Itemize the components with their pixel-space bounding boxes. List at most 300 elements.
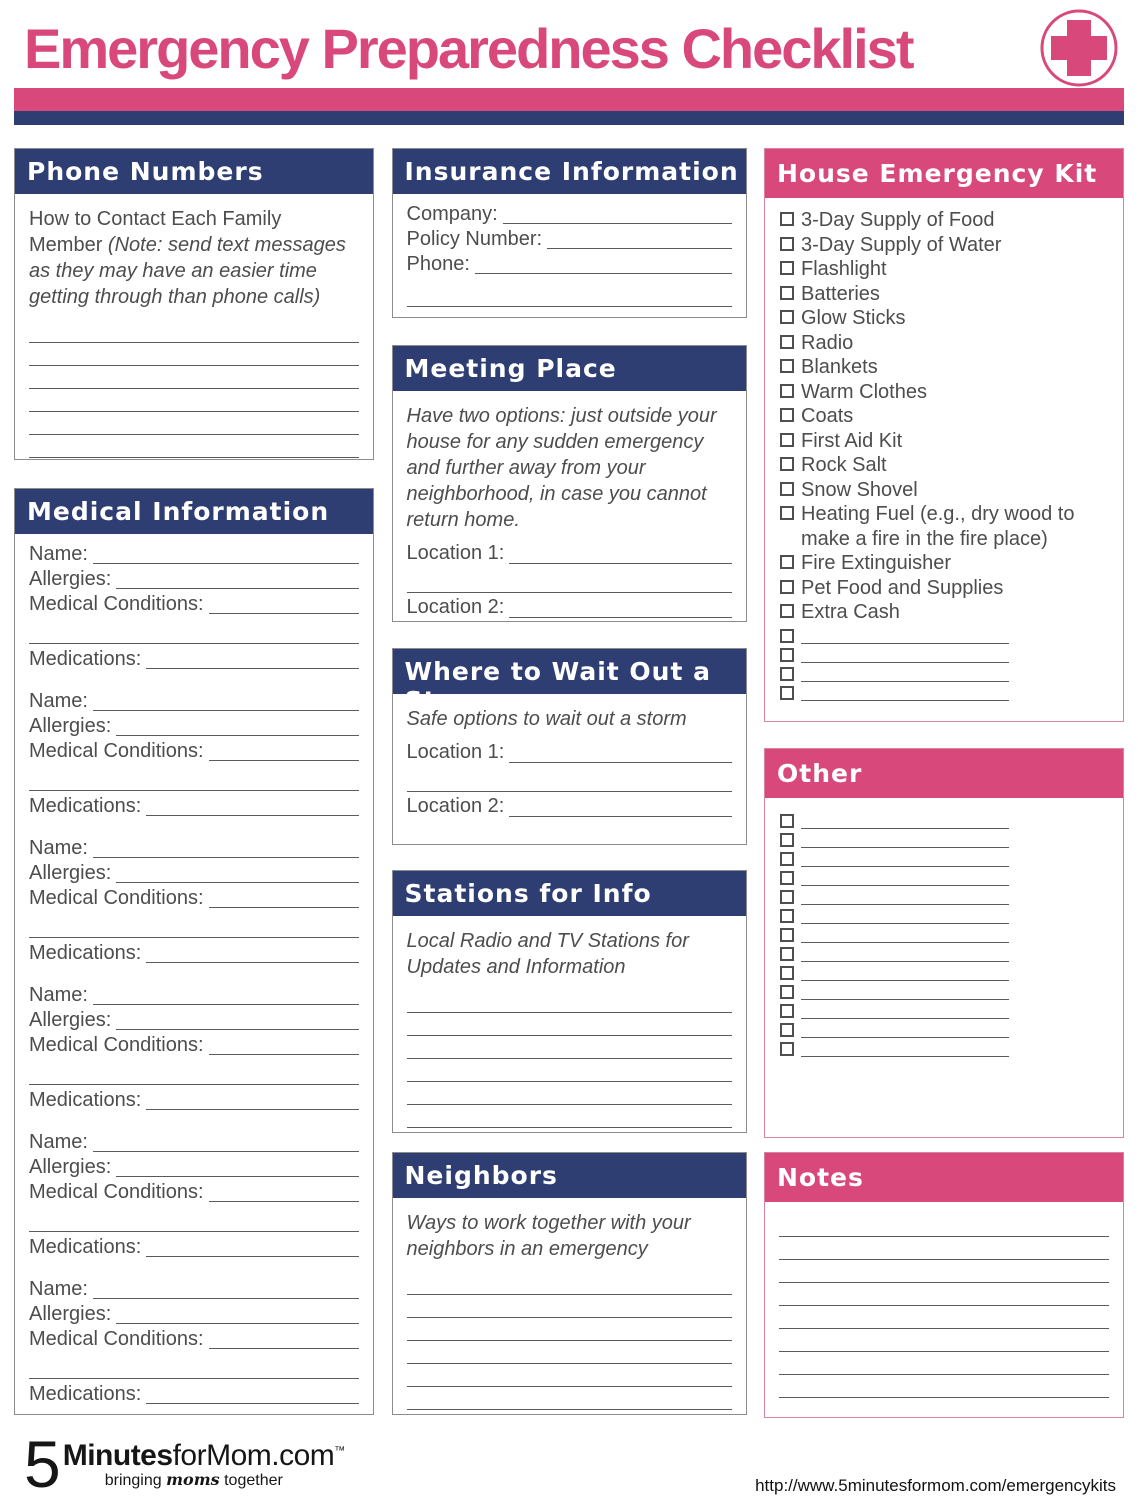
write-in-lines [765,1202,1123,1398]
masthead [0,0,1138,88]
write-in-line[interactable] [509,792,731,817]
section-title: Neighbors [404,1161,558,1190]
write-in-line[interactable] [146,1382,359,1404]
medical-entry-block [29,836,359,966]
write-in-line[interactable] [407,1318,732,1341]
blank-checklist-item [779,663,1109,682]
field-label: Medications: [29,942,142,964]
intro-text: How to Contact Each Family Member [29,208,282,256]
write-in-lines [29,320,359,458]
blank-checklist-item [779,905,1109,924]
kit-checklist-item [779,282,1109,307]
kit-checklist-item [779,404,1109,429]
checkbox[interactable] [780,871,794,885]
blank-checklist-item [779,682,1109,701]
write-in-line[interactable] [779,1329,1109,1352]
blank-checklist-item [779,886,1109,905]
section-description: Local Radio and TV Stations for Updates and Information [406,930,689,978]
blank-checklist-item [779,829,1109,848]
write-in-line[interactable] [209,1327,359,1349]
write-in-line[interactable] [93,1277,359,1299]
blank-checklist-item [779,962,1109,981]
field-label: Medications: [29,1089,142,1111]
section-intro [29,206,359,310]
write-in-line[interactable] [93,1130,359,1152]
section-body [393,194,746,307]
medical-cross-icon [1038,7,1120,89]
checkbox[interactable] [780,408,794,422]
write-in-line[interactable] [29,1058,359,1085]
write-in-line[interactable] [509,539,731,564]
write-in-line[interactable] [209,592,359,614]
checkbox[interactable] [780,648,794,662]
write-in-line[interactable] [29,320,359,343]
checkbox[interactable] [780,1042,794,1056]
write-in-line[interactable] [475,252,732,274]
kit-item-label: Fire Extinguisher [801,552,952,574]
insurance-fields [407,202,732,277]
write-in-line[interactable] [146,647,359,669]
checkbox[interactable] [780,909,794,923]
section-title: Other [777,759,863,788]
column-right [764,148,1124,1418]
blank-checklist-item [779,924,1109,943]
field-label: Location 2: [406,596,505,618]
write-in-line[interactable] [116,567,359,589]
blank-checklist-item [779,867,1109,886]
form-field-row [29,1180,359,1205]
field-label: Name: [29,690,88,712]
kit-checklist-item [779,551,1109,576]
checkbox[interactable] [780,985,794,999]
checkbox[interactable] [780,310,794,324]
checkbox[interactable] [780,1004,794,1018]
write-in-line[interactable] [801,1019,1009,1038]
section-title: Phone Numbers [27,157,264,186]
page-title: Emergency Preparedness Checklist [24,16,913,80]
form-field-row [29,794,359,819]
medical-entry-block [29,689,359,819]
form-field-row [407,252,732,277]
section-header [15,149,373,194]
write-in-line[interactable] [209,739,359,761]
checkbox[interactable] [780,629,794,643]
page-footer [0,1418,1138,1502]
kit-item-label: Radio [801,331,854,354]
write-in-line[interactable] [801,905,1009,924]
write-in-line[interactable] [116,1302,359,1324]
write-in-line[interactable] [29,389,359,412]
write-in-line[interactable] [407,766,732,792]
kit-item-label: First Aid Kit [801,429,903,452]
field-label: Name: [29,1131,88,1153]
kit-item-label: Glow Sticks [801,307,906,329]
write-in-line[interactable] [407,1082,732,1105]
write-in-line[interactable] [209,1180,359,1202]
write-in-line[interactable] [407,1013,732,1036]
field-label: Allergies: [29,1303,112,1325]
field-label: Name: [29,984,88,1006]
write-in-line[interactable] [209,1033,359,1055]
kit-checklist-item [779,576,1109,601]
field-label: Location 1: [406,741,505,763]
medical-entry-block [29,1277,359,1407]
form-field-row [29,689,359,714]
checkbox[interactable] [780,928,794,942]
write-in-line[interactable] [779,1375,1109,1398]
checkbox[interactable] [780,852,794,866]
checkbox[interactable] [780,814,794,828]
write-in-line[interactable] [779,1283,1109,1306]
form-field-row [29,714,359,739]
kit-checklist-item [779,478,1109,503]
field-label: Medical Conditions: [29,1034,204,1056]
write-in-line[interactable] [801,848,1009,867]
trademark-symbol: ™ [334,1445,345,1457]
location-fields [407,738,732,845]
blank-checklist-item [779,1019,1109,1038]
section-body [393,391,746,622]
write-in-line[interactable] [407,1387,732,1410]
field-label: Allergies: [29,1156,112,1178]
section-header [393,649,746,715]
form-field-row [407,738,732,766]
field-label: Medications: [29,1383,142,1405]
pink-divider-bar [14,88,1124,111]
blank-checklist-item [779,644,1109,663]
form-field-row [407,792,732,820]
section-description: Ways to work together with your neighbors in an emergency [406,1212,691,1260]
content-columns [14,148,1124,1418]
kit-item-label: Pet Food and Supplies [801,576,1004,599]
checkbox[interactable] [780,1023,794,1037]
write-in-line[interactable] [29,617,359,644]
write-in-line[interactable] [779,1306,1109,1329]
kit-checklist-item [779,257,1109,282]
write-in-line[interactable] [29,1352,359,1379]
kit-item-label: Flashlight [801,258,887,280]
blank-checklist-item [779,1038,1109,1057]
form-field-row [407,202,732,227]
logo-tagline [63,1471,345,1490]
field-label: Allergies: [29,862,112,884]
kit-checklist-item [779,208,1109,233]
section-header [393,346,746,391]
field-label: Medications: [29,795,142,817]
checkbox[interactable] [780,261,794,275]
kit-item-label: Coats [801,405,854,427]
kit-checklist-item [779,502,1109,551]
write-in-line[interactable] [116,861,359,883]
write-in-line[interactable] [407,1059,732,1082]
section-body [15,194,373,458]
checkbox[interactable] [780,457,794,471]
form-field-row [407,539,732,567]
checkbox[interactable] [780,286,794,300]
section-house-emergency-kit [764,148,1124,722]
section-header [765,149,1123,198]
write-in-line[interactable] [116,1008,359,1030]
location-group [407,593,732,622]
write-in-line[interactable] [407,1341,732,1364]
form-field-row [29,1008,359,1033]
section-title: Stations for Info [404,879,652,908]
section-insurance-information [392,148,747,318]
form-field-row [29,1130,359,1155]
form-field-row [407,593,732,621]
form-field-row [29,861,359,886]
form-field-row [29,886,359,911]
write-in-line[interactable] [779,1237,1109,1260]
write-in-line[interactable] [407,1272,732,1295]
write-in-line[interactable] [407,1105,732,1128]
blank-checklist-item [779,981,1109,1000]
write-in-line[interactable] [779,1352,1109,1375]
write-in-line[interactable] [93,542,359,564]
write-in-line[interactable] [29,412,359,435]
write-in-line[interactable] [801,644,1009,663]
section-other [764,748,1124,1138]
form-field-row [29,739,359,764]
checkbox[interactable] [780,335,794,349]
write-in-line[interactable] [116,714,359,736]
field-label: Name: [29,1278,88,1300]
form-field-row [29,1235,359,1260]
section-where-to-wait-out-a-storm [392,648,747,845]
write-in-line[interactable] [29,343,359,366]
checkbox[interactable] [780,667,794,681]
section-medical-information [14,488,374,1415]
write-in-line[interactable] [801,663,1009,682]
blank-checklist-item [779,1000,1109,1019]
write-in-line[interactable] [801,682,1009,701]
field-label: Name: [29,543,88,565]
write-in-line[interactable] [29,911,359,938]
section-title: Notes [777,1163,864,1192]
checkbox[interactable] [780,604,794,618]
form-field-row [29,1327,359,1352]
checkbox[interactable] [780,212,794,226]
write-in-lines [407,990,732,1128]
medical-entry-block [29,983,359,1113]
checkbox[interactable] [780,890,794,904]
write-in-line[interactable] [801,962,1009,981]
intro-note-text: (Note: send text messages as they may have an easier time getting through than phone calls) [29,234,346,308]
section-title: Medical Information [27,497,330,526]
field-label: Phone: [406,253,470,275]
medical-entry-blocks [15,534,373,1407]
checkbox[interactable] [780,555,794,569]
section-meeting-place [392,345,747,622]
write-in-line[interactable] [547,227,731,249]
write-in-line[interactable] [801,810,1009,829]
write-in-line[interactable] [407,990,732,1013]
tagline-text: together [224,1472,283,1489]
blank-checklist-item [779,943,1109,962]
section-title: Where to Wait Out a Storm [404,657,711,715]
write-in-line[interactable] [29,435,359,458]
write-in-line[interactable] [407,1364,732,1387]
checkbox[interactable] [780,384,794,398]
write-in-line[interactable] [801,981,1009,1000]
kit-checklist-item [779,233,1109,258]
logo-bold-part: Minutes [62,1439,173,1472]
section-body [393,916,746,1128]
section-body [393,694,746,845]
section-header [393,871,746,916]
write-in-line[interactable] [146,1235,359,1257]
field-label: Medical Conditions: [29,1181,204,1203]
five-minutes-for-mom-logo [24,1427,345,1501]
checkbox[interactable] [780,580,794,594]
write-in-line[interactable] [93,689,359,711]
field-label: Allergies: [29,568,112,590]
blank-checklist-item [779,625,1109,644]
write-in-line[interactable] [801,867,1009,886]
checkbox[interactable] [780,947,794,961]
form-field-row [29,567,359,592]
field-label: Medical Conditions: [29,740,204,762]
write-in-line[interactable] [407,277,732,307]
form-field-row [29,542,359,567]
write-in-line[interactable] [801,829,1009,848]
checkbox[interactable] [780,237,794,251]
column-left [14,148,374,1418]
write-in-line[interactable] [801,886,1009,905]
form-field-row [29,1088,359,1113]
section-neighbors [392,1152,747,1415]
form-field-row [407,227,732,252]
write-in-line[interactable] [509,593,731,618]
form-field-row [29,592,359,617]
write-in-line[interactable] [801,1038,1009,1057]
section-title: Meeting Place [404,354,617,383]
write-in-line[interactable] [509,738,731,763]
checkbox[interactable] [780,833,794,847]
section-header [15,489,373,534]
section-description: Safe options to wait out a storm [406,708,687,730]
kit-checklist-item [779,380,1109,405]
form-field-row [29,983,359,1008]
write-in-line[interactable] [407,820,732,845]
kit-checklist-item [779,331,1109,356]
form-field-row [29,1302,359,1327]
write-in-line[interactable] [407,1036,732,1059]
field-label: Company: [406,203,498,225]
location-group [407,539,732,593]
write-in-line[interactable] [29,366,359,389]
write-in-line[interactable] [209,886,359,908]
write-in-line[interactable] [801,1000,1009,1019]
column-middle [392,148,747,1418]
logo-text [63,1436,345,1490]
location-group [407,738,732,792]
section-description: Have two options: just outside your house for any sudden emergency and further away from your neighborhood, in case you cannot return home. [406,405,717,531]
write-in-line[interactable] [93,836,359,858]
medical-entry-block [29,542,359,672]
field-label: Medical Conditions: [29,1328,204,1350]
kit-item-label: 3-Day Supply of Food [801,209,995,231]
section-title: Insurance Information [404,157,739,186]
form-field-row [29,941,359,966]
write-in-line[interactable] [146,1088,359,1110]
field-label: Allergies: [29,715,112,737]
write-in-line[interactable] [503,202,732,224]
write-in-line[interactable] [146,941,359,963]
medical-entry-block [29,1130,359,1260]
field-label: Medications: [29,1236,142,1258]
checkbox[interactable] [780,506,794,520]
section-notes [764,1152,1124,1418]
blank-checklist-item [779,848,1109,867]
write-in-line[interactable] [146,794,359,816]
checkbox[interactable] [780,966,794,980]
section-body [393,1198,746,1410]
form-field-row [29,1155,359,1180]
write-in-line[interactable] [801,943,1009,962]
write-in-line[interactable] [407,567,732,593]
kit-checklist-item [779,600,1109,625]
form-field-row [29,836,359,861]
location-group [407,792,732,845]
kit-item-label: 3-Day Supply of Water [801,233,1002,256]
section-header [765,749,1123,798]
field-label: Medications: [29,648,142,670]
navy-divider-bar [14,111,1124,125]
section-title: House Emergency Kit [777,159,1098,188]
tagline-text: bringing [104,1472,162,1489]
write-in-line[interactable] [779,1260,1109,1283]
kit-item-label: Extra Cash [801,601,900,623]
logo-wordmark [63,1439,345,1472]
field-label: Policy Number: [406,228,543,250]
tagline-script-text: moms [166,1470,220,1489]
kit-checklist [765,198,1123,701]
section-header [393,149,746,194]
field-label: Medical Conditions: [29,593,204,615]
write-in-line[interactable] [801,924,1009,943]
write-in-line[interactable] [93,983,359,1005]
write-in-line[interactable] [29,1205,359,1232]
logo-regular-part: forMom.com [172,1439,335,1472]
logo-number: 5 [24,1427,59,1501]
field-label: Allergies: [29,1009,112,1031]
field-label: Medical Conditions: [29,887,204,909]
write-in-line[interactable] [801,625,1009,644]
checkbox[interactable] [780,482,794,496]
source-url: http://www.5minutesformom.com/emergencykits [755,1476,1116,1495]
form-field-row [29,1277,359,1302]
write-in-line[interactable] [407,1295,732,1318]
field-label: Name: [29,837,88,859]
checkbox[interactable] [780,359,794,373]
write-in-line[interactable] [116,1155,359,1177]
kit-item-label: Blankets [801,356,878,378]
write-in-line[interactable] [407,621,732,622]
kit-item-label: Snow Shovel [801,478,918,501]
write-in-line[interactable] [779,1214,1109,1237]
write-in-line[interactable] [29,764,359,791]
checkbox[interactable] [780,433,794,447]
checkbox[interactable] [780,686,794,700]
kit-checklist-item [779,453,1109,478]
kit-item-label: Warm Clothes [801,380,927,403]
kit-item-label: Batteries [801,282,880,305]
section-stations-for-info [392,870,747,1133]
form-field-row [29,1033,359,1058]
section-phone-numbers [14,148,374,460]
blank-checklist-item [779,810,1109,829]
